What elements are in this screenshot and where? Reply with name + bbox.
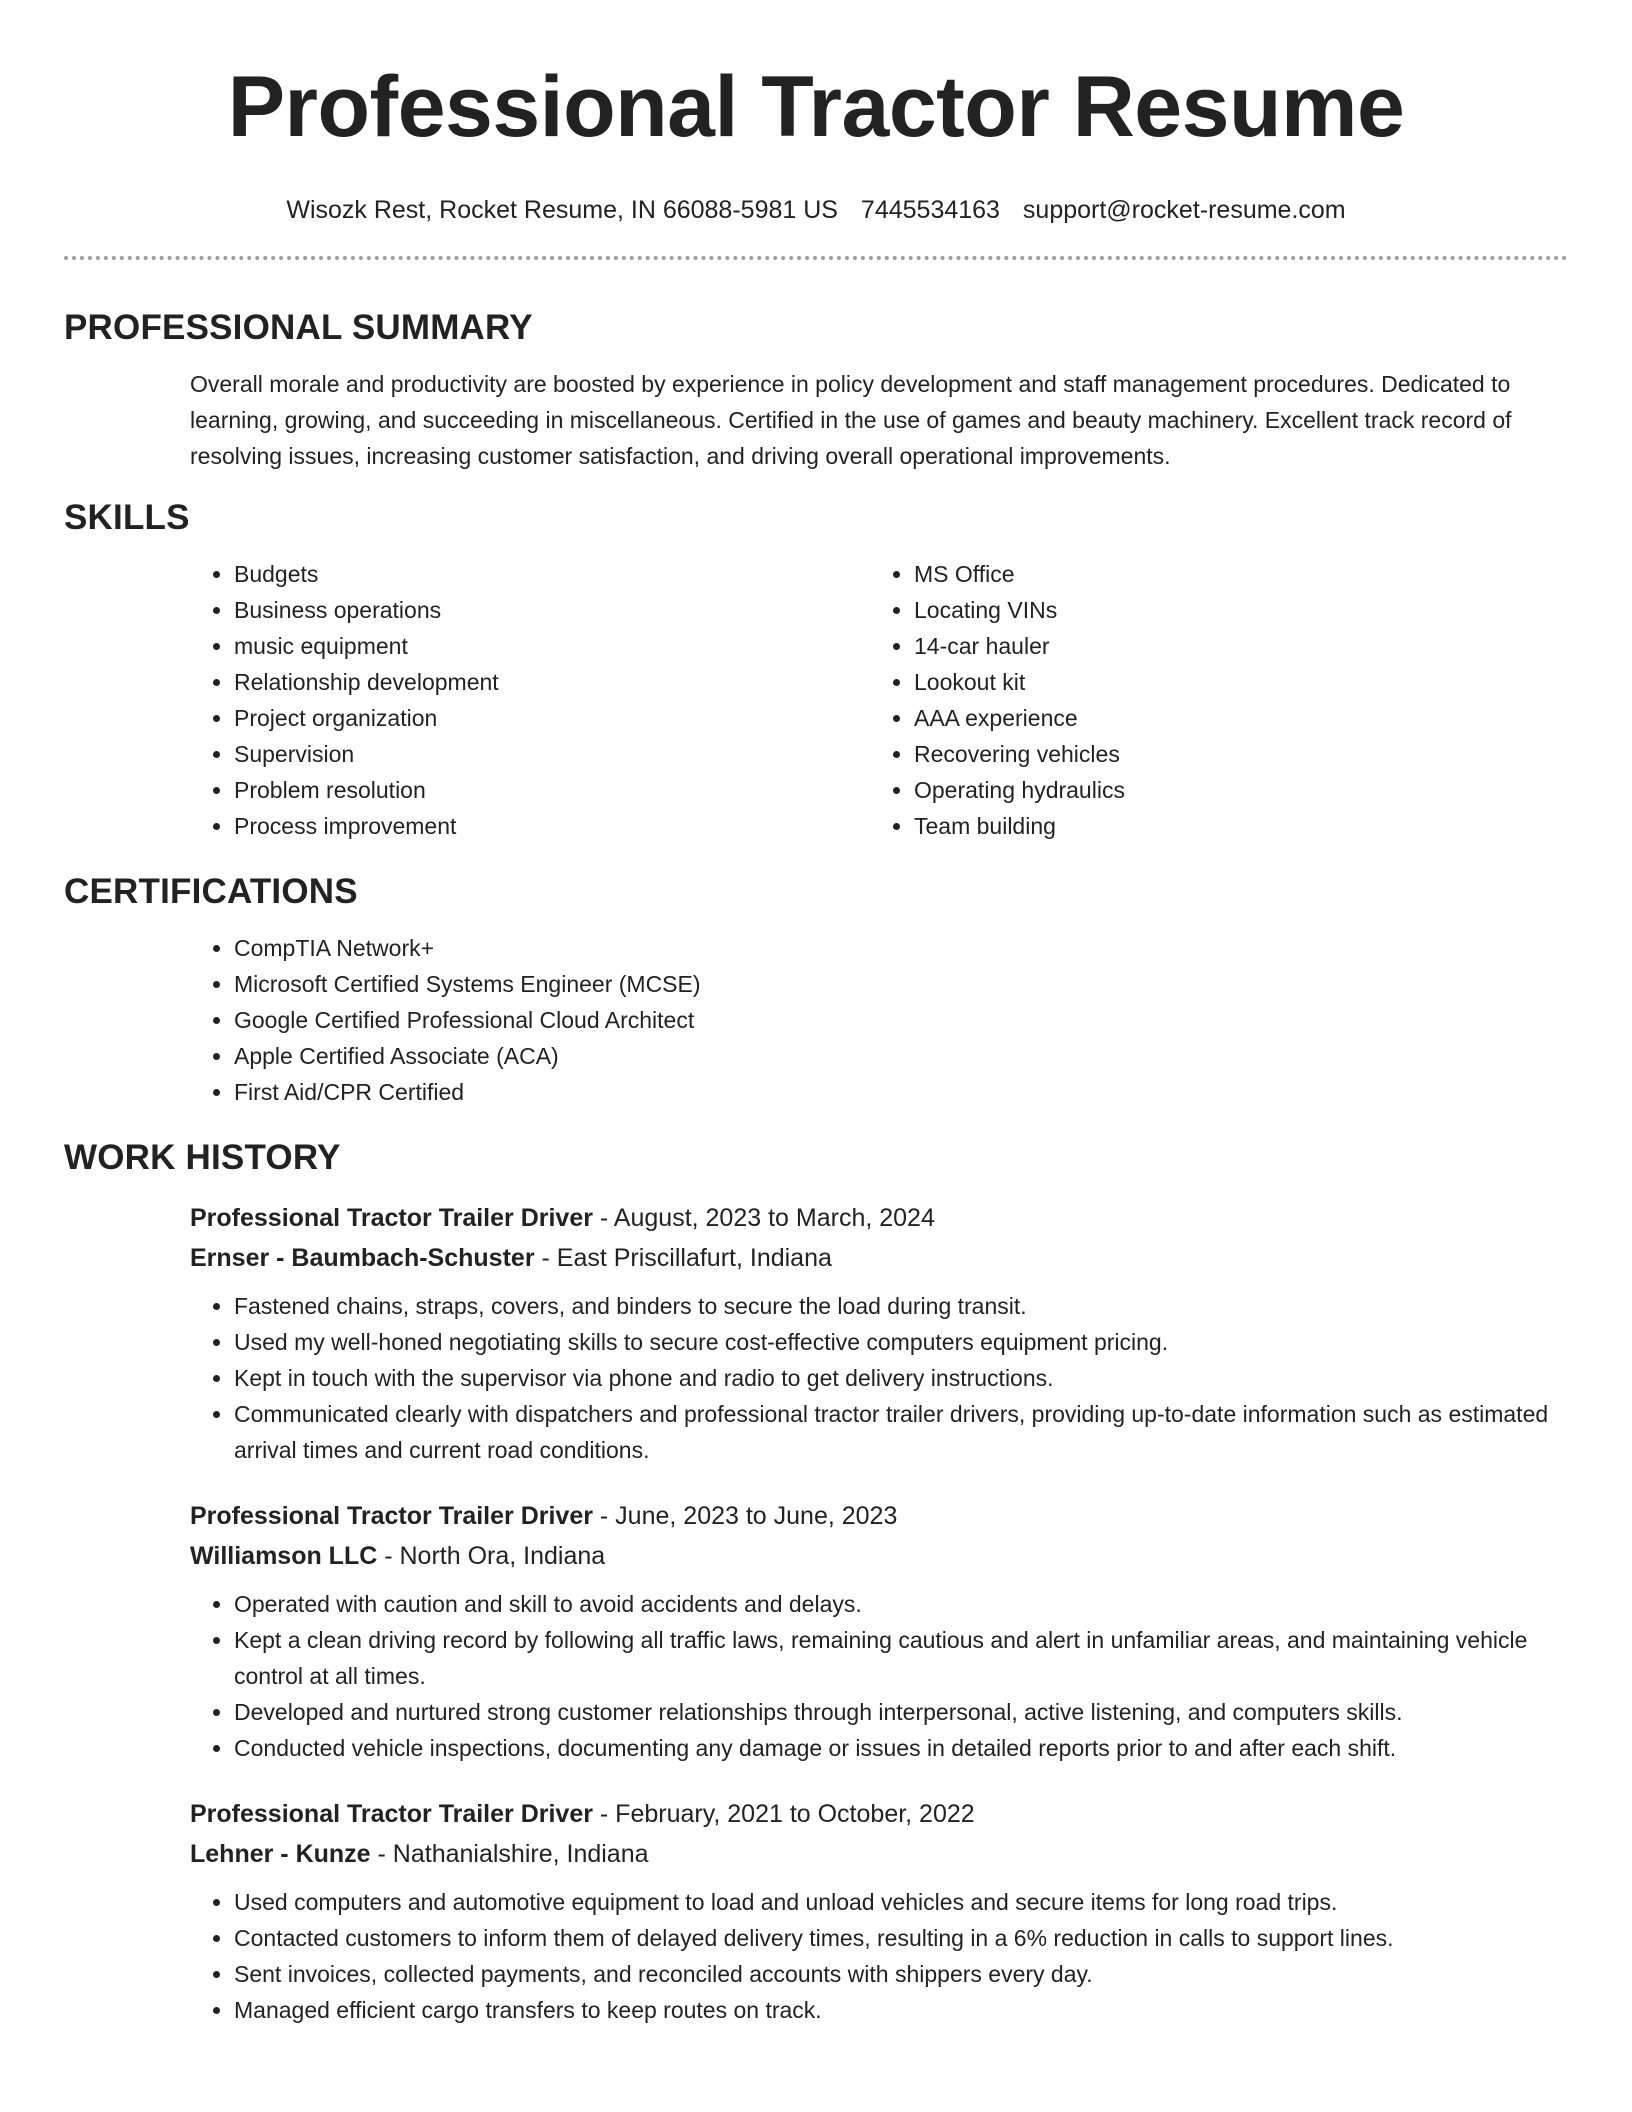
job-title: Professional Tractor Trailer Driver <box>190 1800 593 1828</box>
resume-header <box>64 0 1568 226</box>
job-title: Professional Tractor Trailer Driver <box>190 1204 593 1232</box>
skill-item: • Problem resolution <box>234 772 870 808</box>
job-title-line <box>190 1496 1568 1536</box>
job-company-line <box>190 1536 1568 1576</box>
job-company: Lehner - Kunze <box>190 1840 371 1868</box>
job-company-line <box>190 1834 1568 1874</box>
skill-item: • AAA experience <box>914 700 1550 736</box>
job-dates: - August, 2023 to March, 2024 <box>592 1204 935 1232</box>
skill-item: • Recovering vehicles <box>914 736 1550 772</box>
job-entry <box>190 1794 1568 2028</box>
job-duty-item: • Contacted customers to inform them of delayed delivery times, resulting in a 6% reduction in calls to support lines. <box>234 1920 1568 1956</box>
job-duties-list <box>190 1586 1568 1766</box>
skill-item: • 14-car hauler <box>914 628 1550 664</box>
job-dates: - February, 2021 to October, 2022 <box>592 1800 975 1828</box>
summary-text: Overall morale and productivity are boosted by experience in policy development and staff management procedures. Dedicated to learning, growing, and succeeding in miscellaneous. Certified in the use of games and beauty machinery. Excellent track record of resolving issues, increasing customer satisfaction, and driving overall operational improvements. <box>190 371 1512 469</box>
skill-item: • Supervision <box>234 736 870 772</box>
skill-item: • Business operations <box>234 592 870 628</box>
skill-item: • Relationship development <box>234 664 870 700</box>
job-duty-item: • Used my well-honed negotiating skills to secure cost-effective computers equipment pricing. <box>234 1324 1568 1360</box>
skill-item: • MS Office <box>914 556 1550 592</box>
job-duty-item: • Kept a clean driving record by following all traffic laws, remaining cautious and alert in unfamiliar areas, and maintaining vehicle control at all times. <box>234 1622 1568 1694</box>
skills-grid <box>190 556 1568 844</box>
certifications-section <box>64 870 1568 1110</box>
job-duty-item: • Managed efficient cargo transfers to keep routes on track. <box>234 1992 1568 2028</box>
contact-phone: 7445534163 <box>860 196 1000 224</box>
skill-item: • Lookout kit <box>914 664 1550 700</box>
certification-item: • Microsoft Certified Systems Engineer (MCSE) <box>234 966 1568 1002</box>
job-title: Professional Tractor Trailer Driver <box>190 1502 593 1530</box>
summary-heading: PROFESSIONAL SUMMARY <box>64 308 533 347</box>
certification-item: • CompTIA Network+ <box>234 930 1568 966</box>
contact-address: Wisozk Rest, Rocket Resume, IN 66088-5981 US <box>286 196 838 224</box>
work-history-heading: WORK HISTORY <box>64 1138 341 1177</box>
job-dates: - June, 2023 to June, 2023 <box>592 1502 898 1530</box>
skill-item: • Process improvement <box>234 808 870 844</box>
resume-title: Professional Tractor Resume <box>227 59 1405 155</box>
job-duties-list <box>190 1884 1568 2028</box>
job-location: - East Priscillafurt, Indiana <box>534 1244 832 1272</box>
job-duty-item: • Operated with caution and skill to avoid accidents and delays. <box>234 1586 1568 1622</box>
skill-item: • music equipment <box>234 628 870 664</box>
job-duties-list <box>190 1288 1568 1468</box>
job-company: Ernser - Baumbach-Schuster <box>190 1244 535 1272</box>
skill-item: • Project organization <box>234 700 870 736</box>
job-duty-item: • Communicated clearly with dispatchers and professional tractor trailer drivers, providing up-to-date information such as estimated arrival times and current road conditions. <box>234 1396 1568 1468</box>
certification-item: • First Aid/CPR Certified <box>234 1074 1568 1110</box>
skills-heading: SKILLS <box>64 498 190 537</box>
certifications-heading: CERTIFICATIONS <box>64 872 358 911</box>
skills-list-right <box>870 556 1550 844</box>
certification-item: • Google Certified Professional Cloud Architect <box>234 1002 1568 1038</box>
skills-column-right <box>870 556 1550 844</box>
contact-email: support@rocket-resume.com <box>1022 196 1346 224</box>
header-divider <box>64 256 1568 260</box>
job-company-line <box>190 1238 1568 1278</box>
skill-item: • Budgets <box>234 556 870 592</box>
skills-list-left <box>190 556 870 844</box>
skill-item: • Team building <box>914 808 1550 844</box>
skills-section <box>64 496 1568 844</box>
skills-column-left <box>190 556 870 844</box>
skill-item: • Operating hydraulics <box>914 772 1550 808</box>
job-duty-item: • Used computers and automotive equipment to load and unload vehicles and secure items for long road trips. <box>234 1884 1568 1920</box>
job-title-line <box>190 1198 1568 1238</box>
work-history-section <box>64 1136 1568 2028</box>
job-entry <box>190 1198 1568 1468</box>
jobs-container <box>190 1198 1568 2028</box>
contact-line <box>64 194 1568 226</box>
job-duty-item: • Fastened chains, straps, covers, and binders to secure the load during transit. <box>234 1288 1568 1324</box>
job-title-line <box>190 1794 1568 1834</box>
job-location: - Nathanialshire, Indiana <box>370 1840 649 1868</box>
job-company: Williamson LLC <box>190 1542 378 1570</box>
skill-item: • Locating VINs <box>914 592 1550 628</box>
job-location: - North Ora, Indiana <box>377 1542 606 1570</box>
certification-item: • Apple Certified Associate (ACA) <box>234 1038 1568 1074</box>
job-duty-item: • Developed and nurtured strong customer relationships through interpersonal, active listening, and computers skills. <box>234 1694 1568 1730</box>
summary-section <box>64 306 1568 474</box>
certifications-list <box>190 930 1568 1110</box>
job-duty-item: • Conducted vehicle inspections, documenting any damage or issues in detailed reports prior to and after each shift. <box>234 1730 1568 1766</box>
job-duty-item: • Sent invoices, collected payments, and reconciled accounts with shippers every day. <box>234 1956 1568 1992</box>
job-entry <box>190 1496 1568 1766</box>
job-duty-item: • Kept in touch with the supervisor via phone and radio to get delivery instructions. <box>234 1360 1568 1396</box>
